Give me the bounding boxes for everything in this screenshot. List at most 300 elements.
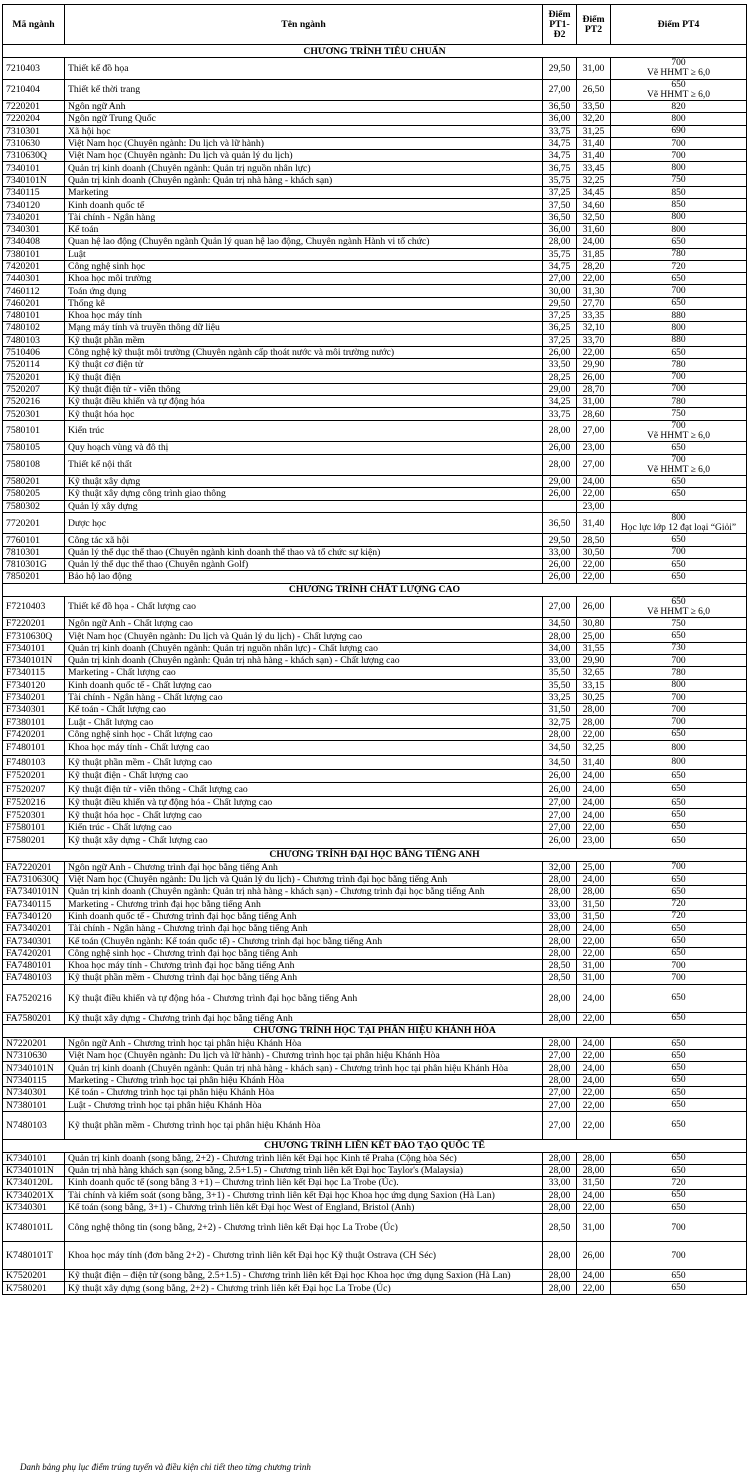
cell-pt4: 700 Vẽ HHMT ≥ 6,0 bbox=[611, 420, 747, 442]
cell-pt2: 26,00 bbox=[577, 1242, 611, 1270]
cell-pt4: 700 bbox=[611, 716, 747, 728]
cell-code: FA7310630Q bbox=[3, 873, 65, 885]
cell-code: F7210403 bbox=[3, 596, 65, 618]
cell-pt1: 28,00 bbox=[543, 886, 577, 898]
cell-code: 7580105 bbox=[3, 442, 65, 454]
cell-name: Kỹ thuật xây dựng (song bằng, 2+2) - Chương trình liên kết Đại học La Trobe (Úc) bbox=[65, 1282, 543, 1294]
cell-code: FA7520216 bbox=[3, 984, 65, 1012]
cell-pt2: 29,90 bbox=[577, 359, 611, 371]
cell-pt4: 720 bbox=[611, 260, 747, 272]
cell-code: 7520216 bbox=[3, 396, 65, 408]
cell-name: Quy hoạch vùng và đô thị bbox=[65, 442, 543, 454]
cell-code: F7340115 bbox=[3, 667, 65, 679]
section-header-row bbox=[3, 45, 747, 58]
cell-name: Kiến trúc - Chất lượng cao bbox=[65, 821, 543, 833]
table-row bbox=[3, 322, 747, 334]
cell-code: 7580201 bbox=[3, 476, 65, 488]
cell-name: Kỹ thuật phần mềm - Chất lượng cao bbox=[65, 755, 543, 770]
table-row bbox=[3, 488, 747, 500]
cell-pt1: 28,00 bbox=[543, 947, 577, 959]
cell-name: Kế toán bbox=[65, 223, 543, 235]
table-row bbox=[3, 199, 747, 211]
table-row bbox=[3, 211, 747, 223]
table-row bbox=[3, 782, 747, 797]
cell-pt4: 700 bbox=[611, 1242, 747, 1270]
cell-pt4: 800 bbox=[611, 741, 747, 756]
section-header-row bbox=[3, 1139, 747, 1152]
cell-pt2: 24,00 bbox=[577, 782, 611, 797]
cell-pt4: 850 bbox=[611, 199, 747, 211]
cell-pt4: 650 bbox=[611, 1099, 747, 1111]
cell-name: Quản lý thể dục thể thao (Chuyên ngành Golf) bbox=[65, 559, 543, 571]
cell-pt2: 25,00 bbox=[577, 861, 611, 873]
cell-pt2: 24,00 bbox=[577, 1270, 611, 1282]
cell-pt1: 28,00 bbox=[543, 1074, 577, 1086]
cell-pt1: 27,00 bbox=[543, 1087, 577, 1099]
cell-pt1: 33,75 bbox=[543, 125, 577, 137]
cell-code: 7340101N bbox=[3, 174, 65, 186]
cell-name: Kỹ thuật xây dựng - Chương trình đại học bằng tiếng Anh bbox=[65, 1012, 543, 1024]
table-row bbox=[3, 408, 747, 420]
table-row bbox=[3, 618, 747, 630]
cell-code: F7340101 bbox=[3, 642, 65, 654]
cell-pt1: 28,00 bbox=[543, 935, 577, 947]
cell-pt1: 28,00 bbox=[543, 1164, 577, 1176]
cell-pt4: 730 bbox=[611, 642, 747, 654]
table-row bbox=[3, 1012, 747, 1024]
cell-pt4: 800 bbox=[611, 755, 747, 770]
table-row bbox=[3, 1282, 747, 1294]
cell-pt4: 650 bbox=[611, 797, 747, 809]
table-row bbox=[3, 162, 747, 174]
cell-pt2: 31,00 bbox=[577, 960, 611, 972]
table-row bbox=[3, 371, 747, 383]
cell-pt2: 32,25 bbox=[577, 741, 611, 756]
cell-code: N7340101N bbox=[3, 1062, 65, 1074]
cell-pt2: 33,15 bbox=[577, 679, 611, 691]
cell-pt4: 650 bbox=[611, 442, 747, 454]
cell-code: 7850201 bbox=[3, 571, 65, 583]
cell-pt4: 650 bbox=[611, 488, 747, 500]
cell-pt1: 33,00 bbox=[543, 898, 577, 910]
cell-name: Ngôn ngữ Anh - Chất lượng cao bbox=[65, 618, 543, 630]
cell-name: Kinh doanh quốc tế (song bằng 3 +1) – Chương trình liên kết Đại học La Trobe (Úc). bbox=[65, 1177, 543, 1189]
cell-code: 7310630Q bbox=[3, 150, 65, 162]
cell-pt2: 31,40 bbox=[577, 137, 611, 149]
cell-name: Tài chính - Ngân hàng - Chất lượng cao bbox=[65, 691, 543, 703]
cell-pt2: 22,00 bbox=[577, 1087, 611, 1099]
cell-pt1: 28,00 bbox=[543, 873, 577, 885]
cell-pt4: 650 bbox=[611, 809, 747, 821]
table-row bbox=[3, 667, 747, 679]
footnote: Danh bảng phụ lục điểm trúng tuyển và điều kiện chi tiết theo từng chương trình bbox=[20, 1462, 311, 1472]
cell-pt2: 22,00 bbox=[577, 273, 611, 285]
cell-pt4: 700 Vẽ HHMT ≥ 6,0 bbox=[611, 454, 747, 476]
table-row bbox=[3, 571, 747, 583]
table-row bbox=[3, 273, 747, 285]
table-row bbox=[3, 910, 747, 922]
table-row bbox=[3, 420, 747, 442]
table-row bbox=[3, 1087, 747, 1099]
cell-pt2: 24,00 bbox=[577, 809, 611, 821]
cell-code: K7480101L bbox=[3, 1214, 65, 1242]
cell-pt2: 33,70 bbox=[577, 334, 611, 346]
section-title: CHƯƠNG TRÌNH CHẤT LƯỢNG CAO bbox=[3, 583, 747, 596]
table-row bbox=[3, 1152, 747, 1164]
cell-pt1: 36,50 bbox=[543, 512, 577, 534]
cell-pt1: 29,00 bbox=[543, 383, 577, 395]
cell-pt4: 650 bbox=[611, 1074, 747, 1086]
table-row bbox=[3, 947, 747, 959]
cell-code: 7760101 bbox=[3, 534, 65, 546]
table-row bbox=[3, 797, 747, 809]
cell-code: 7420201 bbox=[3, 260, 65, 272]
table-row bbox=[3, 1050, 747, 1062]
table-row bbox=[3, 454, 747, 476]
cell-pt4: 700 bbox=[611, 704, 747, 716]
cell-name: Kỹ thuật xây dựng công trình giao thông bbox=[65, 488, 543, 500]
cell-pt2: 22,00 bbox=[577, 488, 611, 500]
cell-pt2: 34,45 bbox=[577, 187, 611, 199]
cell-name: Luật - Chất lượng cao bbox=[65, 716, 543, 728]
cell-pt2: 31,25 bbox=[577, 125, 611, 137]
cell-pt2: 24,00 bbox=[577, 1074, 611, 1086]
table-row bbox=[3, 704, 747, 716]
cell-pt1: 27,00 bbox=[543, 1099, 577, 1111]
table-row bbox=[3, 923, 747, 935]
cell-name: Công nghệ sinh học bbox=[65, 260, 543, 272]
cell-name: Việt Nam học (Chuyên ngành: Du lịch và Quản lý du lịch) - Chương trình đại học bằng tiếng Anh bbox=[65, 873, 543, 885]
cell-code: F7340301 bbox=[3, 704, 65, 716]
cell-pt2: 24,00 bbox=[577, 984, 611, 1012]
cell-name: Quản trị kinh doanh (Chuyên ngành: Quản trị nguồn nhân lực) - Chất lượng cao bbox=[65, 642, 543, 654]
cell-name: Kỹ thuật điều khiển và tự động hóa - Chương trình đại học bằng tiếng Anh bbox=[65, 984, 543, 1012]
cell-name: Khoa học máy tính - Chương trình đại học bằng tiếng Anh bbox=[65, 960, 543, 972]
cell-code: N7310630 bbox=[3, 1050, 65, 1062]
cell-pt4: 650 bbox=[611, 559, 747, 571]
cell-pt1: 33,00 bbox=[543, 1177, 577, 1189]
cell-code: 7380101 bbox=[3, 248, 65, 260]
table-row bbox=[3, 442, 747, 454]
cell-code: FA7340301 bbox=[3, 935, 65, 947]
cell-pt2: 31,00 bbox=[577, 58, 611, 80]
cell-name: Kỹ thuật điện – điện tử (song bằng, 2.5+1.5) - Chương trình liên kết Đại học Khoa học ứng dụng Saxion (Hà Lan) bbox=[65, 1270, 543, 1282]
cell-code: 7340301 bbox=[3, 223, 65, 235]
cell-pt1: 34,50 bbox=[543, 741, 577, 756]
cell-name: Công nghệ sinh học - Chất lượng cao bbox=[65, 728, 543, 740]
cell-pt1: 34,75 bbox=[543, 260, 577, 272]
cell-pt2: 26,50 bbox=[577, 79, 611, 101]
cell-pt4: 700 bbox=[611, 383, 747, 395]
cell-code: 7580302 bbox=[3, 500, 65, 512]
cell-pt1: 28,50 bbox=[543, 1214, 577, 1242]
cell-name: Kỹ thuật xây dựng - Chất lượng cao bbox=[65, 834, 543, 849]
cell-name: Kỹ thuật điện tử - viễn thông bbox=[65, 383, 543, 395]
cell-pt4: 700 bbox=[611, 972, 747, 984]
cell-pt2: 31,00 bbox=[577, 972, 611, 984]
cell-pt4: 650 bbox=[611, 571, 747, 583]
table-row bbox=[3, 500, 747, 512]
table-body bbox=[3, 45, 747, 1295]
cell-pt2: 22,00 bbox=[577, 1099, 611, 1111]
cell-pt4: 800 bbox=[611, 211, 747, 223]
cell-name: Quản lý thể dục thể thao (Chuyên ngành kinh doanh thể thao và tổ chức sự kiện) bbox=[65, 546, 543, 558]
cell-pt2: 25,00 bbox=[577, 630, 611, 642]
cell-pt1: 34,75 bbox=[543, 137, 577, 149]
cell-pt4: 650 bbox=[611, 1087, 747, 1099]
cell-code: F7310630Q bbox=[3, 630, 65, 642]
cell-pt1: 28,00 bbox=[543, 454, 577, 476]
header-pt4: Điểm PT4 bbox=[611, 5, 747, 45]
cell-pt4: 650 bbox=[611, 1270, 747, 1282]
cell-code: K7340120L bbox=[3, 1177, 65, 1189]
cell-pt1: 35,50 bbox=[543, 679, 577, 691]
cell-pt2: 27,00 bbox=[577, 454, 611, 476]
cell-pt2: 34,60 bbox=[577, 199, 611, 211]
cell-pt2: 29,90 bbox=[577, 654, 611, 666]
cell-pt4: 650 bbox=[611, 534, 747, 546]
cell-pt1: 37,25 bbox=[543, 187, 577, 199]
cell-pt4: 650 bbox=[611, 1201, 747, 1213]
cell-pt4: 750 bbox=[611, 174, 747, 186]
cell-code: 7510406 bbox=[3, 346, 65, 358]
cell-code: 7810301 bbox=[3, 546, 65, 558]
cell-code: 7340115 bbox=[3, 187, 65, 199]
cell-pt2: 32,10 bbox=[577, 322, 611, 334]
table-row bbox=[3, 559, 747, 571]
section-header-row bbox=[3, 583, 747, 596]
cell-name: Kỹ thuật xây dựng bbox=[65, 476, 543, 488]
cell-pt1: 36,75 bbox=[543, 162, 577, 174]
cell-code: 7520114 bbox=[3, 359, 65, 371]
cell-pt1: 28,00 bbox=[543, 1270, 577, 1282]
cell-name: Quản trị kinh doanh (Chuyên ngành: Quản trị nhà hàng - khách sạn) - Chương trình đại học bằng tiếng Anh bbox=[65, 886, 543, 898]
table-row bbox=[3, 1164, 747, 1176]
cell-pt4: 700 bbox=[611, 1214, 747, 1242]
cell-code: 7220201 bbox=[3, 101, 65, 113]
cell-pt4: 650 bbox=[611, 821, 747, 833]
cell-pt2: 22,00 bbox=[577, 947, 611, 959]
cell-code: F7580101 bbox=[3, 821, 65, 833]
cell-code: FA7340201 bbox=[3, 923, 65, 935]
table-row bbox=[3, 984, 747, 1012]
cell-pt2: 23,00 bbox=[577, 834, 611, 849]
cell-pt1: 37,25 bbox=[543, 334, 577, 346]
cell-name: Việt Nam học (Chuyên ngành: Du lịch và lữ hành) - Chương trình học tại phân hiệu Khánh Hòa bbox=[65, 1050, 543, 1062]
cell-pt2: 28,20 bbox=[577, 260, 611, 272]
cell-pt2: 22,00 bbox=[577, 1201, 611, 1213]
cell-pt1: 28,00 bbox=[543, 923, 577, 935]
cell-pt2: 26,00 bbox=[577, 371, 611, 383]
cell-name: Kỹ thuật điện bbox=[65, 371, 543, 383]
cell-name: Marketing - Chương trình đại học bằng tiếng Anh bbox=[65, 898, 543, 910]
cell-pt2: 22,00 bbox=[577, 571, 611, 583]
cell-pt1: 26,00 bbox=[543, 488, 577, 500]
cell-code: FA7580201 bbox=[3, 1012, 65, 1024]
cell-code: FA7480101 bbox=[3, 960, 65, 972]
cell-code: F7340120 bbox=[3, 679, 65, 691]
cell-pt2: 22,00 bbox=[577, 559, 611, 571]
table-row bbox=[3, 1099, 747, 1111]
table-row bbox=[3, 821, 747, 833]
cell-code: 7580108 bbox=[3, 454, 65, 476]
cell-pt2: 26,00 bbox=[577, 596, 611, 618]
cell-pt4: 700 Vẽ HHMT ≥ 6,0 bbox=[611, 58, 747, 80]
cell-name: Quản trị kinh doanh (Chuyên ngành: Quản trị nhà hàng - khách sạn) - Chất lượng cao bbox=[65, 654, 543, 666]
cell-pt1: 34,75 bbox=[543, 150, 577, 162]
cell-pt2: 31,30 bbox=[577, 285, 611, 297]
cell-pt2: 28,00 bbox=[577, 886, 611, 898]
cell-code: FA7340120 bbox=[3, 910, 65, 922]
cell-pt1: 34,50 bbox=[543, 618, 577, 630]
cell-pt2: 27,70 bbox=[577, 297, 611, 309]
cell-name: Kế toán (song bằng, 3+1) - Chương trình liên kết Đại học West of England, Bristol (Anh) bbox=[65, 1201, 543, 1213]
cell-pt2: 23,00 bbox=[577, 500, 611, 512]
cell-pt2: 32,25 bbox=[577, 174, 611, 186]
cell-name: Dược học bbox=[65, 512, 543, 534]
cell-pt1: 31,50 bbox=[543, 704, 577, 716]
cell-pt4: 650 bbox=[611, 873, 747, 885]
cell-pt4: 780 bbox=[611, 667, 747, 679]
table-row bbox=[3, 1214, 747, 1242]
table-row bbox=[3, 960, 747, 972]
cell-pt1: 36,25 bbox=[543, 322, 577, 334]
cell-pt4: 800 bbox=[611, 679, 747, 691]
cell-pt2: 28,70 bbox=[577, 383, 611, 395]
cell-code: 7340120 bbox=[3, 199, 65, 211]
table-row bbox=[3, 861, 747, 873]
cell-pt1: 29,00 bbox=[543, 476, 577, 488]
cell-pt2: 30,80 bbox=[577, 618, 611, 630]
cell-pt2: 31,50 bbox=[577, 910, 611, 922]
cell-name: Mạng máy tính và truyền thông dữ liệu bbox=[65, 322, 543, 334]
table-row bbox=[3, 679, 747, 691]
table-row bbox=[3, 873, 747, 885]
cell-pt1: 29,50 bbox=[543, 534, 577, 546]
cell-name: Kỹ thuật điện - Chất lượng cao bbox=[65, 770, 543, 782]
cell-pt4: 800 Học lực lớp 12 đạt loại “Giỏi” bbox=[611, 512, 747, 534]
cell-name: Công nghệ kỹ thuật môi trường (Chuyên ngành cấp thoát nước và môi trường nước) bbox=[65, 346, 543, 358]
cell-pt1: 28,00 bbox=[543, 236, 577, 248]
cell-pt4: 700 bbox=[611, 546, 747, 558]
cell-pt4: 700 bbox=[611, 691, 747, 703]
cell-pt4: 650 bbox=[611, 782, 747, 797]
cell-name: Quản trị kinh doanh (Chuyên ngành: Quản trị nhà hàng - khách sạn) - Chương trình học tại phân hiệu Khánh Hòa bbox=[65, 1062, 543, 1074]
table-row bbox=[3, 1074, 747, 1086]
table-row bbox=[3, 310, 747, 322]
cell-name: Tài chính và kiểm soát (song bằng, 3+1) - Chương trình liên kết Đại học Khoa học ứng dụng Saxion (Hà Lan) bbox=[65, 1189, 543, 1201]
cell-code: 7210403 bbox=[3, 58, 65, 80]
cell-pt2: 31,55 bbox=[577, 642, 611, 654]
table-row bbox=[3, 1037, 747, 1049]
cell-code: 7580101 bbox=[3, 420, 65, 442]
cell-pt4: 650 bbox=[611, 923, 747, 935]
cell-pt1: 35,75 bbox=[543, 174, 577, 186]
table-row bbox=[3, 654, 747, 666]
table-row bbox=[3, 359, 747, 371]
cell-code: 7580205 bbox=[3, 488, 65, 500]
admission-score-table bbox=[2, 4, 747, 1295]
cell-pt1: 32,00 bbox=[543, 861, 577, 873]
cell-name: Luật - Chương trình học tại phân hiệu Khánh Hòa bbox=[65, 1099, 543, 1111]
cell-name: Việt Nam học (Chuyên ngành: Du lịch và quản lý du lịch) bbox=[65, 150, 543, 162]
cell-pt2: 28,60 bbox=[577, 408, 611, 420]
cell-pt1: 27,00 bbox=[543, 79, 577, 101]
cell-pt4: 780 bbox=[611, 396, 747, 408]
cell-name: Khoa học máy tính - Chất lượng cao bbox=[65, 741, 543, 756]
cell-pt2: 24,00 bbox=[577, 1189, 611, 1201]
cell-name: Marketing - Chất lượng cao bbox=[65, 667, 543, 679]
cell-code: 7310301 bbox=[3, 125, 65, 137]
cell-pt4: 780 bbox=[611, 359, 747, 371]
cell-pt1: 33,75 bbox=[543, 408, 577, 420]
cell-pt2: 23,00 bbox=[577, 442, 611, 454]
cell-pt4: 800 bbox=[611, 162, 747, 174]
table-row bbox=[3, 58, 747, 80]
table-row bbox=[3, 630, 747, 642]
cell-code: K7580201 bbox=[3, 1282, 65, 1294]
table-row bbox=[3, 476, 747, 488]
cell-pt4: 800 bbox=[611, 223, 747, 235]
cell-pt1: 37,50 bbox=[543, 199, 577, 211]
table-row bbox=[3, 236, 747, 248]
cell-code: K7340101N bbox=[3, 1164, 65, 1176]
cell-name: Quản trị nhà hàng khách sạn (song bằng, 2.5+1.5) - Chương trình liên kết Đại học Taylor's (Malaysia) bbox=[65, 1164, 543, 1176]
cell-pt4: 820 bbox=[611, 101, 747, 113]
cell-pt4: 650 bbox=[611, 935, 747, 947]
cell-pt1: 27,00 bbox=[543, 797, 577, 809]
cell-pt1: 33,00 bbox=[543, 546, 577, 558]
cell-pt4: 650 bbox=[611, 630, 747, 642]
cell-pt2: 28,00 bbox=[577, 716, 611, 728]
table-row bbox=[3, 1270, 747, 1282]
cell-pt1: 28,25 bbox=[543, 371, 577, 383]
table-row bbox=[3, 113, 747, 125]
cell-pt2: 22,00 bbox=[577, 1050, 611, 1062]
cell-pt2: 22,00 bbox=[577, 821, 611, 833]
table-row bbox=[3, 886, 747, 898]
cell-name: Luật bbox=[65, 248, 543, 260]
cell-code: N7480103 bbox=[3, 1111, 65, 1139]
cell-name: Thiết kế thời trang bbox=[65, 79, 543, 101]
cell-pt1: 37,25 bbox=[543, 310, 577, 322]
cell-name: Khoa học môi trường bbox=[65, 273, 543, 285]
cell-pt1: 26,00 bbox=[543, 770, 577, 782]
cell-name: Kỹ thuật điều khiển và tự động hóa - Chất lượng cao bbox=[65, 797, 543, 809]
cell-code: K7340301 bbox=[3, 1201, 65, 1213]
cell-pt2: 31,00 bbox=[577, 396, 611, 408]
cell-pt1: 34,50 bbox=[543, 755, 577, 770]
cell-pt2: 24,00 bbox=[577, 1037, 611, 1049]
table-row bbox=[3, 834, 747, 849]
table-row bbox=[3, 334, 747, 346]
cell-pt4: 880 bbox=[611, 334, 747, 346]
cell-pt2: 27,00 bbox=[577, 420, 611, 442]
cell-name: Quan hệ lao động (Chuyên ngành Quản lý quan hệ lao động, Chuyên ngành Hành vi tổ chức) bbox=[65, 236, 543, 248]
cell-pt4: 650 bbox=[611, 984, 747, 1012]
section-title: CHƯƠNG TRÌNH HỌC TẠI PHÂN HIỆU KHÁNH HÒA bbox=[3, 1024, 747, 1037]
header-row bbox=[3, 5, 747, 45]
cell-pt1: 35,50 bbox=[543, 667, 577, 679]
table-row bbox=[3, 150, 747, 162]
cell-pt4: 650 bbox=[611, 1189, 747, 1201]
cell-pt2: 31,00 bbox=[577, 1214, 611, 1242]
cell-pt1: 28,50 bbox=[543, 960, 577, 972]
cell-pt1: 36,00 bbox=[543, 223, 577, 235]
table-row bbox=[3, 512, 747, 534]
table-row bbox=[3, 755, 747, 770]
cell-pt1: 28,00 bbox=[543, 420, 577, 442]
